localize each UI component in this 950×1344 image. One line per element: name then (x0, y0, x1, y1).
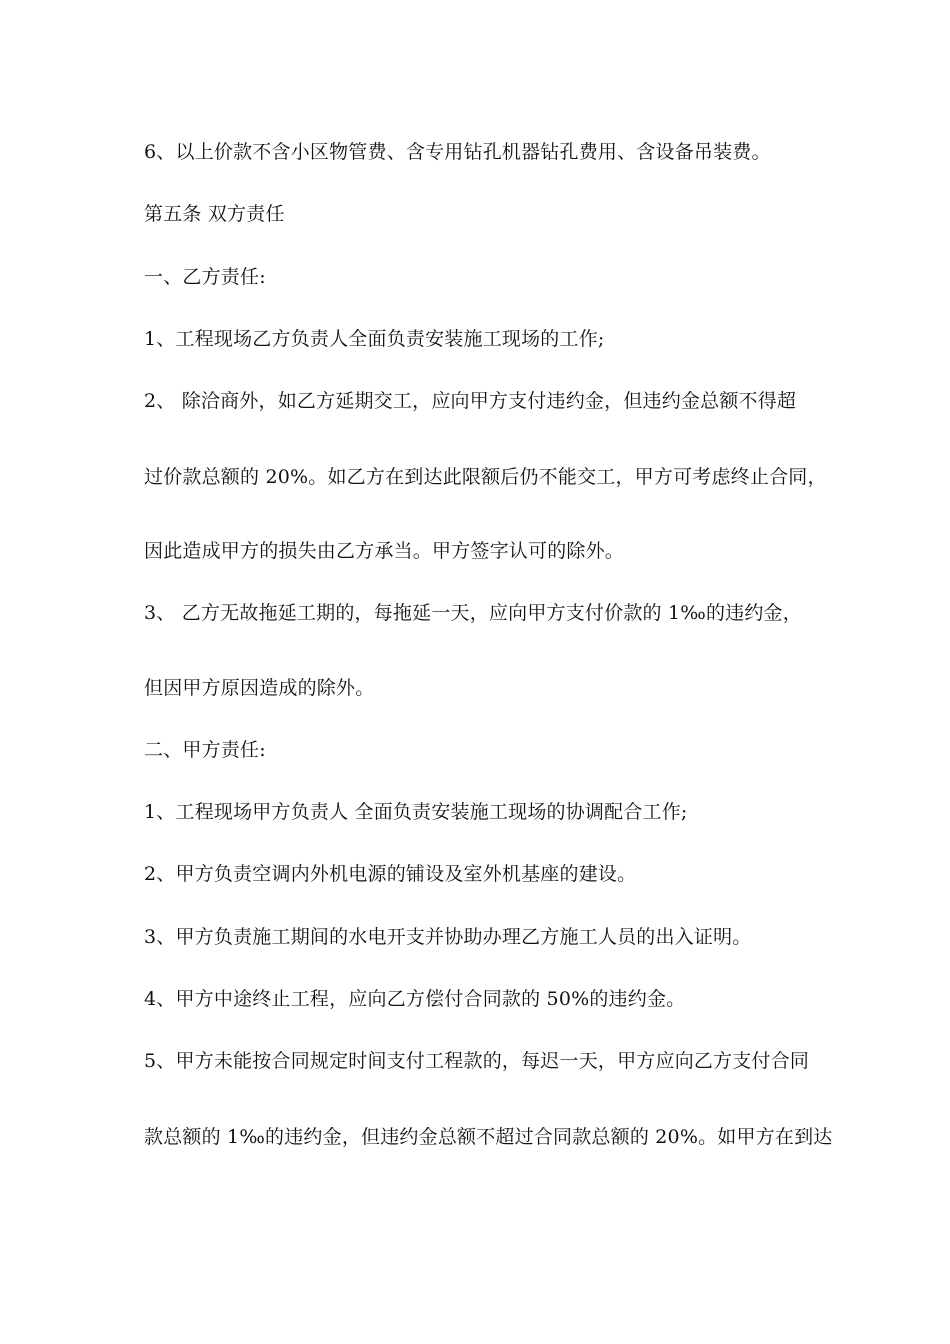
party-a-clause-3: 3、甲方负责施工期间的水电开支并协助办理乙方施工人员的出入证明。 (144, 926, 752, 948)
article-5-heading: 第五条 双方责任 (144, 203, 285, 225)
party-a-clause-4: 4、甲方中途终止工程，应向乙方偿付合同款的 50%的违约金。 (144, 988, 686, 1010)
party-a-clause-2: 2、甲方负责空调内外机电源的铺设及室外机基座的建设。 (144, 863, 637, 885)
clause-6-price-exclusions: 6、以上价款不含小区物管费、含专用钻孔机器钻孔费用、含设备吊装费。 (144, 141, 771, 163)
party-b-clause-2-line-2: 过价款总额的 20%。如乙方在到达此限额后仍不能交工，甲方可考虑终止合同， (144, 466, 827, 488)
party-a-clause-1: 1、工程现场甲方负责人 全面负责安装施工现场的协调配合工作; (144, 801, 688, 823)
party-b-clause-2-line-1: 2、 除洽商外，如乙方延期交工，应向甲方支付违约金，但违约金总额不得超 (144, 390, 797, 412)
party-b-clause-2-line-3: 因此造成甲方的损失由乙方承当。甲方签字认可的除外。 (144, 540, 625, 562)
party-b-clause-3-line-2: 但因甲方原因造成的除外。 (144, 677, 375, 699)
party-a-clause-5-line-2: 款总额的 1‰的违约金，但违约金总额不超过合同款总额的 20%。如甲方在到达 (144, 1126, 833, 1148)
party-b-clause-3-line-1: 3、 乙方无故拖延工期的，每拖延一天，应向甲方支付价款的 1‰的违约金， (144, 602, 802, 624)
party-a-clause-5-line-1: 5、甲方未能按合同规定时间支付工程款的，每迟一天，甲方应向乙方支付合同 (144, 1050, 810, 1072)
party-a-responsibility-heading: 二、甲方责任: (144, 739, 266, 761)
party-b-responsibility-heading: 一、乙方责任: (144, 266, 266, 288)
party-b-clause-1: 1、工程现场乙方负责人全面负责安装施工现场的工作; (144, 328, 605, 350)
